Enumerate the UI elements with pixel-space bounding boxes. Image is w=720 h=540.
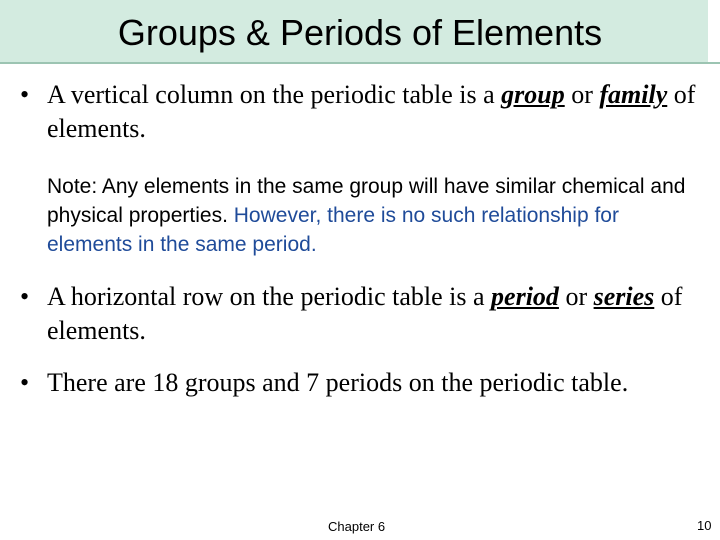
slide-title: Groups & Periods of Elements — [117, 12, 603, 53]
bullet-text-after: of elements. — [47, 80, 696, 143]
term-series: series — [593, 282, 655, 311]
bullet-text-after: of elements. — [47, 282, 683, 345]
bullet-text: There are 18 groups and 7 periods on the periodic table. — [47, 368, 629, 397]
bullet-text-before: A vertical column on the periodic table is a — [47, 80, 502, 109]
bullet-text-middle: or — [558, 282, 594, 311]
slide-number: 10 — [697, 518, 712, 533]
bullet-dot-icon: • — [20, 368, 30, 397]
note-paragraph — [47, 172, 697, 259]
term-group: group — [501, 80, 565, 109]
bullet-dot-icon: • — [20, 80, 30, 109]
term-family: family — [599, 80, 668, 109]
bullet-dot-icon: • — [20, 282, 30, 311]
bullet-text-before: A horizontal row on the periodic table is a — [47, 282, 492, 311]
bullet-text-middle: or — [564, 80, 600, 109]
title-bar-divider — [708, 62, 720, 64]
note-text-blue: However, there is no such relationship for elements in the same period. — [47, 204, 619, 256]
bullet-group-definition — [20, 78, 720, 146]
term-period: period — [491, 282, 559, 311]
bullet-groups-periods-count — [20, 366, 720, 400]
bullet-period-definition — [20, 280, 720, 348]
note-text-black: Note: Any elements in the same group will have similar chemical and physical properties. — [47, 175, 686, 227]
footer-chapter: Chapter 6 — [328, 519, 386, 534]
